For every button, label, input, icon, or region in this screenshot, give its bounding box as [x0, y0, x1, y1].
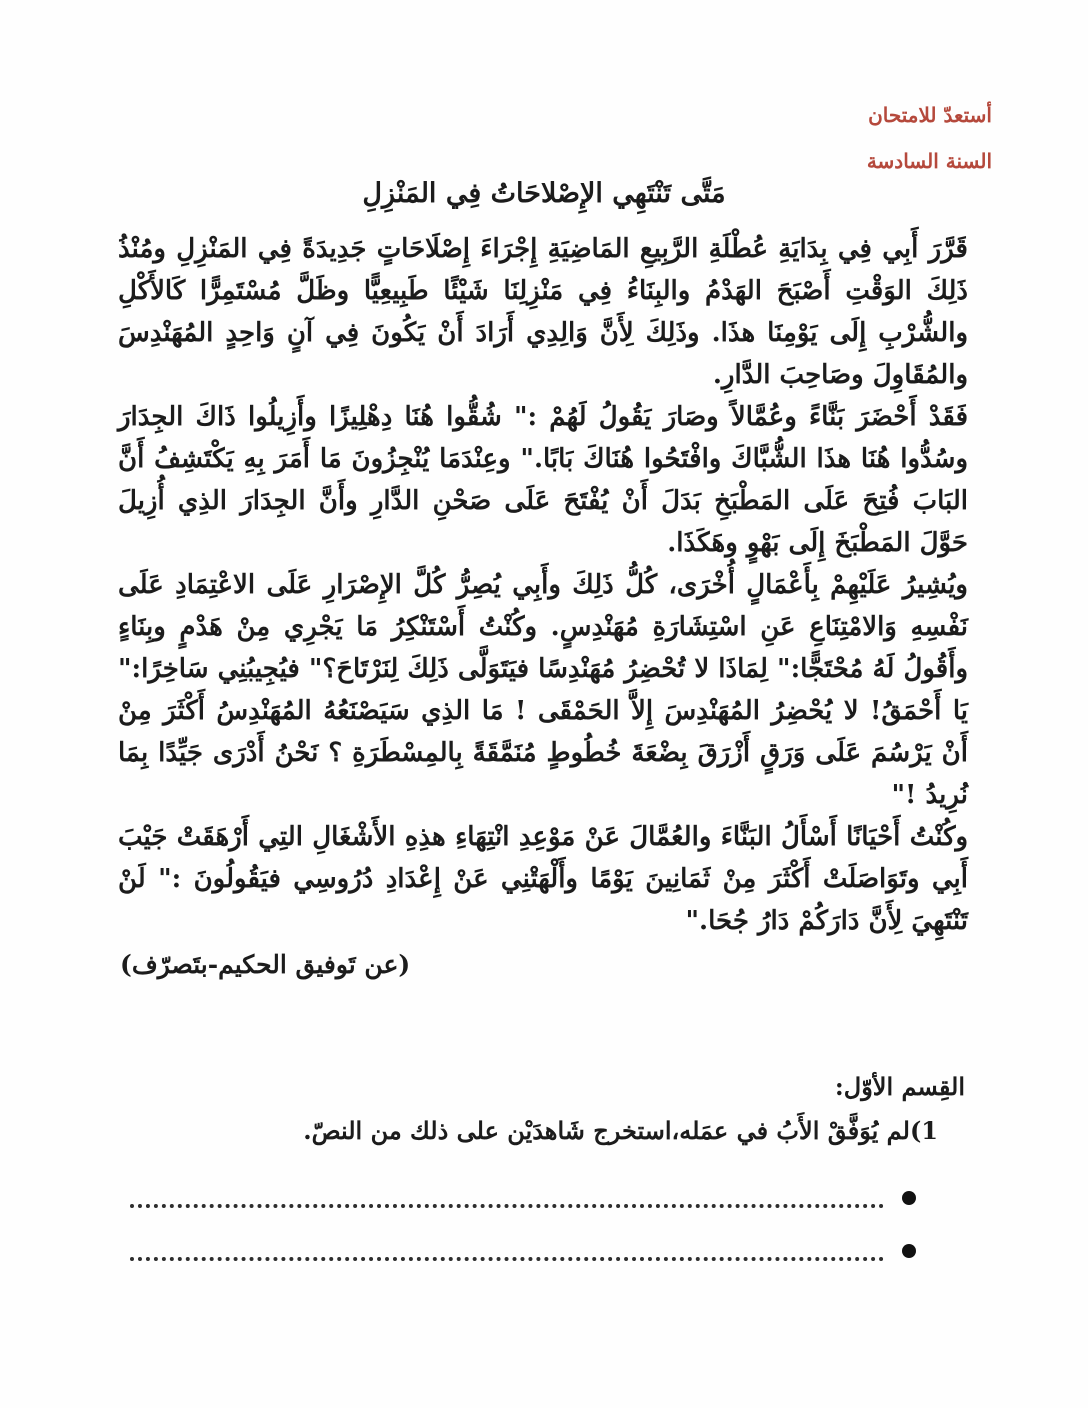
answer-blank-line: [130, 1188, 884, 1208]
exam-badge-line1: أستعدّ للامتحان: [868, 103, 992, 127]
reading-text: [118, 228, 968, 942]
answer-blank-line: [130, 1241, 884, 1261]
bullet-icon: [902, 1244, 916, 1258]
bullet-icon: [902, 1191, 916, 1205]
section-heading: القِسم الأوّل:: [834, 1072, 965, 1101]
exam-badge: [867, 92, 992, 184]
paragraph-3: ويُشِيرُ عَلَيْهِمْ بِأَعْمَالٍ أُخْرَى، كُلُّ ذَلِكَ وأَبِي يُصِرُّ كُلَّ الإِصْرَارِ عَلَى الاعْتِمَادِ عَلَى نَفْسِهِ وَالامْتِنَاعِ عَنِ اسْتِشَارَةِ مُهَنْدِسٍ. وكُنْتُ أَسْتَنْكِرُ مَا يَجْرِي مِنْ هَدْمٍ وبِنَاءٍ وأَقُولُ لَهُ مُحْتَجًّا:" لِمَاذَا لا تُحْضِرُ مُهَنْدِسًا فيَتَوَلَّى ذَلِكَ لِنَرْتَاحَ؟" فيُجِيبُنِي سَاخِرًا:" يَا أَحْمَقُ! لا يُحْضِرُ المُهَنْدِسَ إِلاَّ الحَمْقَى ! مَا الذِي سَيَصْنَعُهُ المُهَنْدِسُ أَكْثَرَ مِنْ أَنْ يَرْسُمَ عَلَى وَرَقٍ أَزْرَقَ بِضْعَةَ خُطُوطٍ مُنَمَّقَةً بِالمِسْطَرَةِ ؟ نَحْنُ أَدْرَى جَيِّدًا بِمَا نُرِيدُ !": [118, 570, 968, 810]
page-title: مَتَّى تَنْتَهِي الإِصْلاحَاتُ فِي المَنْزِلِ: [362, 178, 726, 209]
paragraph-1: قَرَّرَ أَبِي فِي بِدَايَةِ عُطْلَةِ الرَّبِيعِ المَاضِيَةِ إِجْرَاءَ إِصْلَاحَاتٍ جَدِيدَةً فِي المَنْزِلِ ومُنْذُ ذَلِكَ الوَقْتِ أَصْبَحَ الهَدْمُ والبِنَاءُ فِي مَنْزِلِنَا شَيْئًا طَبِيعِيًّا وظَلَّ مُسْتَمِرًّا كَالأَكْلِ والشُّرْبِ إِلَى يَوْمِنَا هذَا. وذَلِكَ لِأَنَّ وَالِدِي أَرَادَ أَنْ يَكُونَ فِي آنٍ وَاحِدٍ المُهَنْدِسَ والمُقَاوِلَ وصَاحِبَ الدَّارِ.: [118, 234, 968, 390]
exam-badge-line2: السنة السادسة: [866, 149, 992, 173]
paragraph-4: وكُنْتُ أَحْيَانًا أَسْأَلُ البَنَّاءَ والعُمَّالَ عَنْ مَوْعِدِ انْتِهَاءِ هذِهِ الأَشْغَالِ التِي أَرْهَقَتْ جَيْبَ أَبِي وتَوَاصَلَتْ أَكْثَرَ مِنْ ثَمَانِينَ يَوْمًا وأَلْهَتْنِي عَنْ إِعْدَادِ دُرُوسِي فيَقُولُونَ :" لَنْ تَنْتَهِيَ لِأَنَّ دَارَكُمْ دَارُ جُحَا.": [118, 822, 968, 936]
paragraph-2: فَقَدْ أَحْضَرَ بَنَّاءً وعُمَّالاً وصَارَ يَقُولُ لَهُمْ :" شُقُّوا هُنَا دِهْلِيزًا وأَزِيلُوا ذَاكَ الجِدَارَ وسُدُّوا هُنَا هذَا الشُّبَّاكَ وافْتَحُوا هُنَاكَ بَابًا." وعِنْدَمَا يُنْجِزُونَ مَا أَمَرَ بِهِ يَكْتَشِفُ أَنَّ البَابَ فُتِحَ عَلَى المَطْبَخِ بَدَلَ أَنْ يُفْتَحَ عَلَى صَحْنِ الدَّارِ وأَنَّ الجِدَارَ الذِي أُزِيلَ حَوَّلَ المَطْبَخَ إِلَى بَهْوٍ وهَكَذَا.: [118, 402, 969, 558]
answer-line-2: [130, 1231, 916, 1271]
question-1: 1)لم يُوَفَّقْ الأَبُ في عمَله،استخرج شَاهدَيْن على ذلك من النصّ.: [303, 1116, 938, 1145]
text-attribution: (عن تَوفيق الحكيم-بتَصرّف): [120, 950, 411, 979]
answer-blanks: [130, 1178, 916, 1284]
answer-line-1: [130, 1178, 916, 1218]
